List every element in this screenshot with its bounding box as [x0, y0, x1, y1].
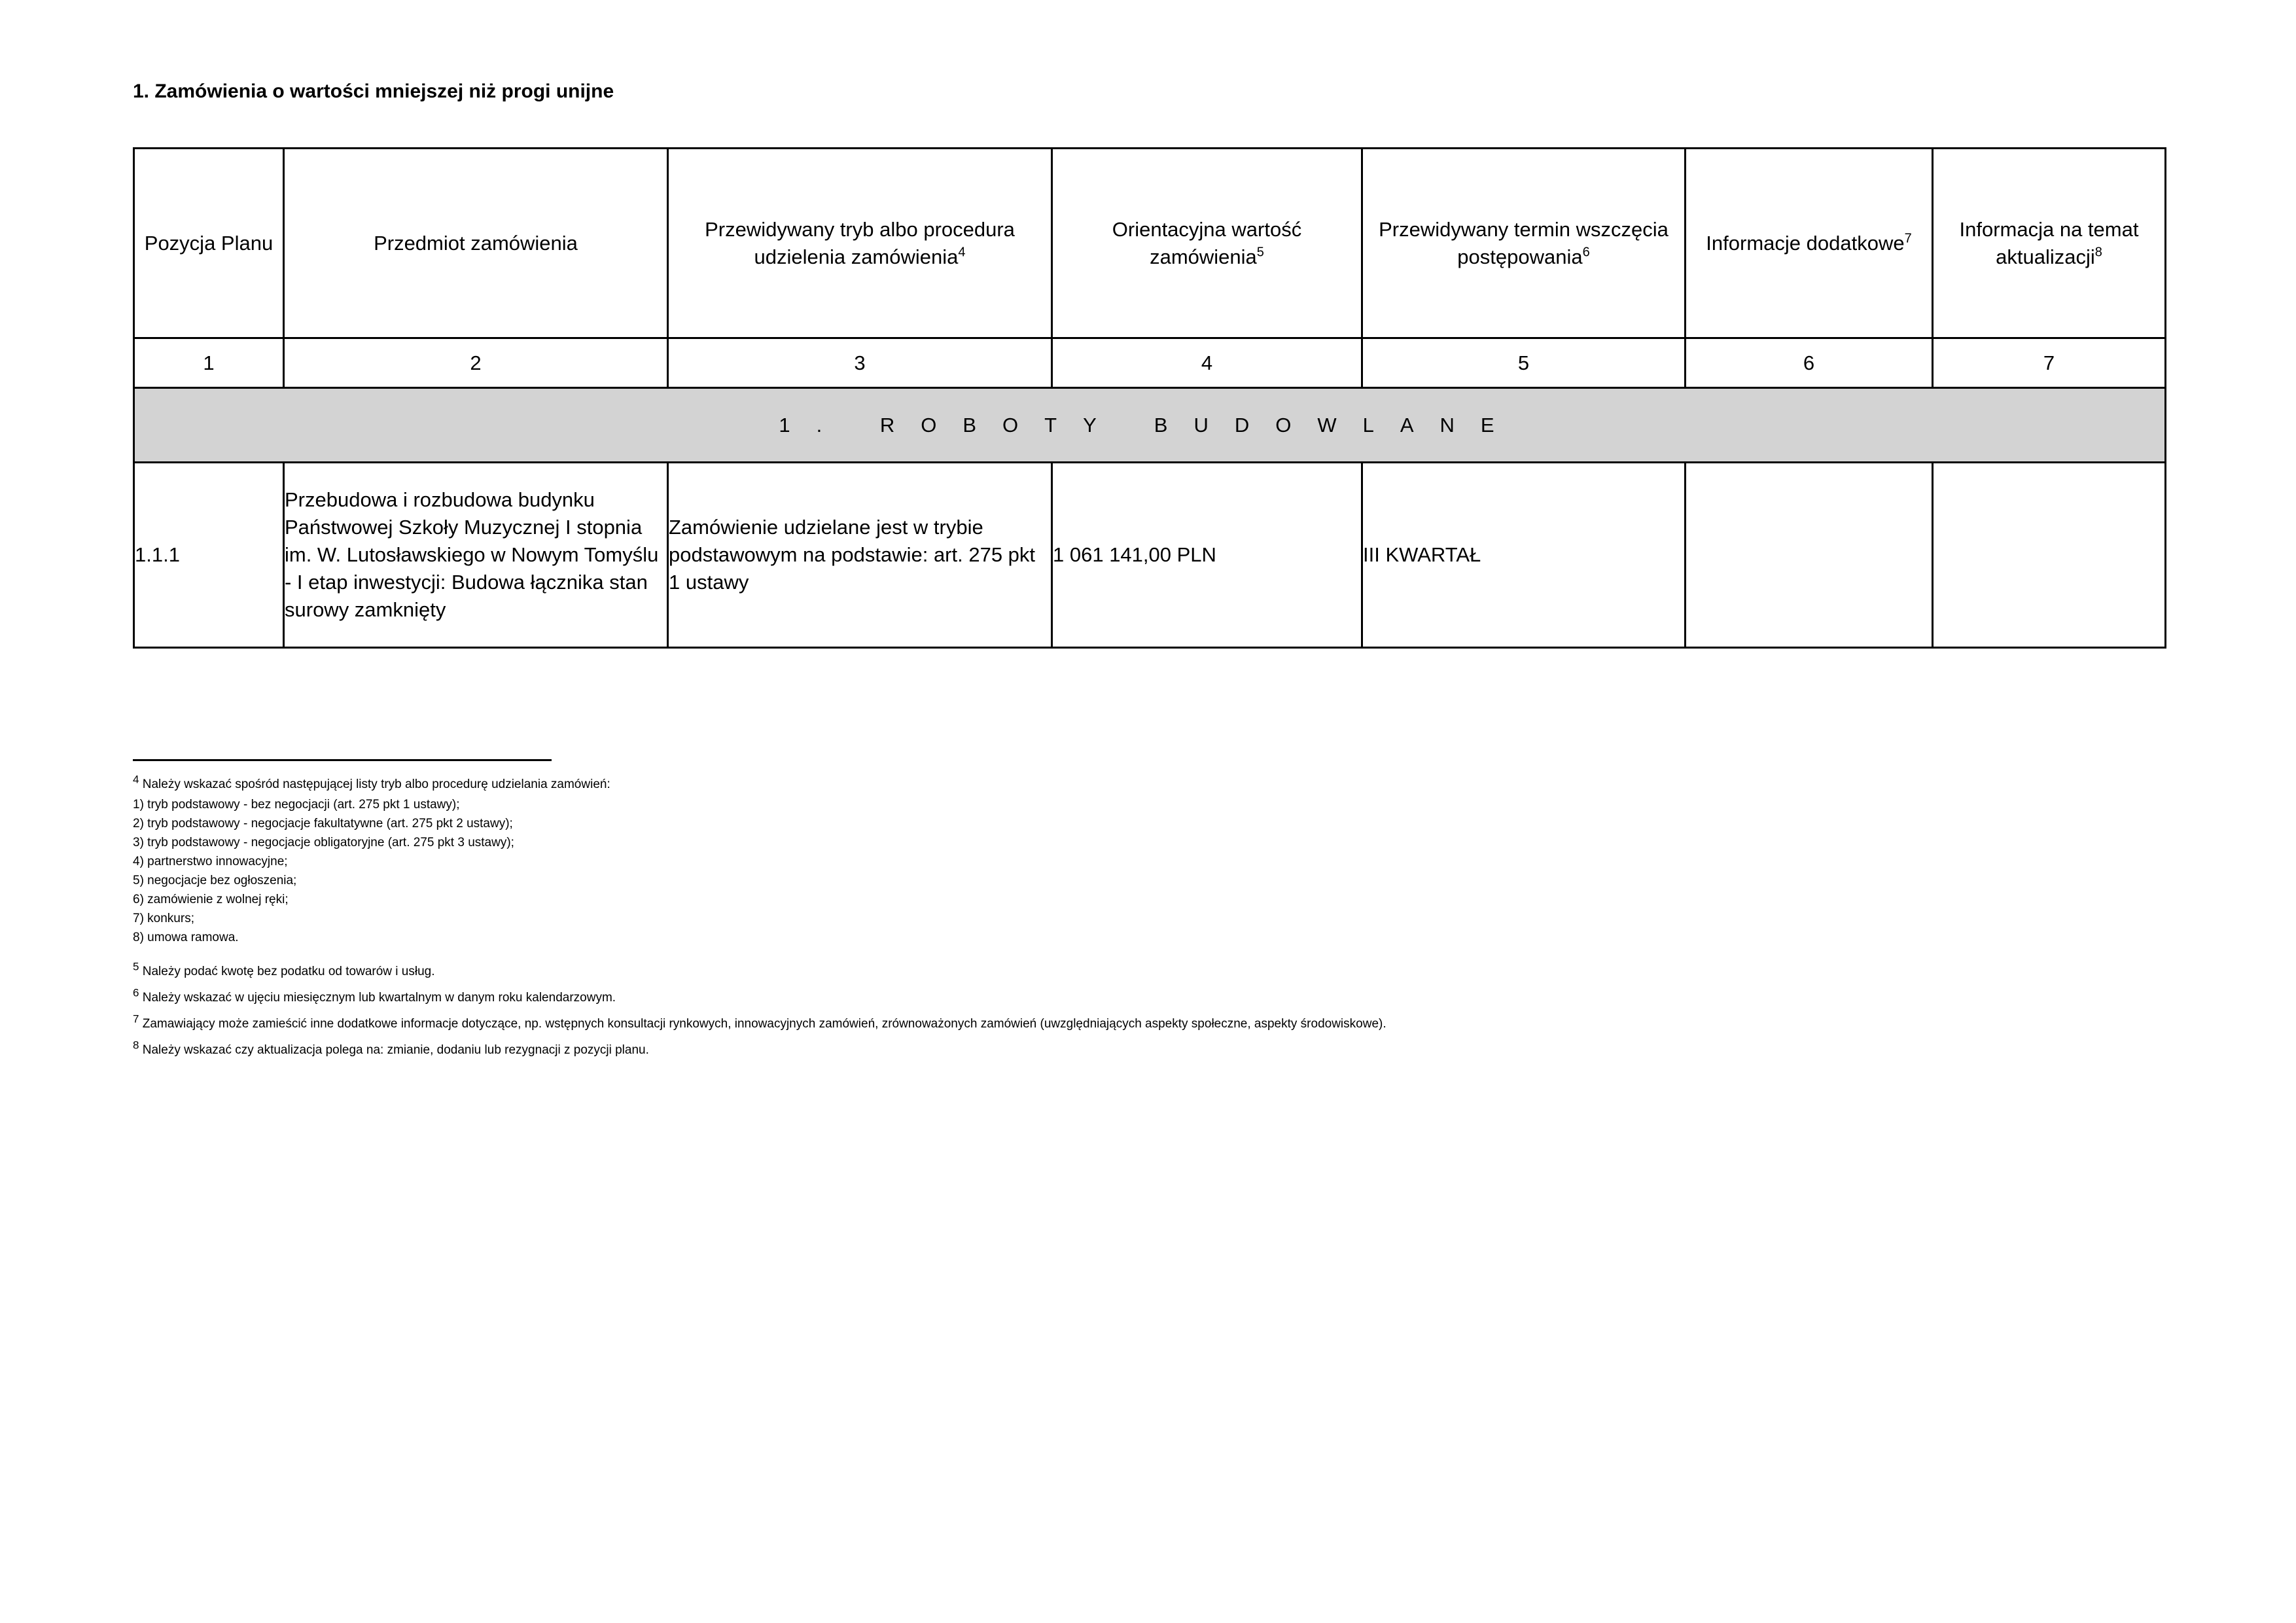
- footnote-separator: [133, 759, 552, 761]
- column-number: 1: [134, 338, 284, 388]
- footnote-7: $^7$ Zamawiający może zamieścić inne dodatkowe informacje dotyczące, np. wstępnych konsultacji rynkowych, innowacyjnych zamówień, zrównoważonych zamówień (uwzględniających aspekty społeczne, aspekty środowiskowe).: [133, 1012, 1386, 1031]
- list-item: 3) tryb podstawowy - negocjacje obligatoryjne (art. 275 pkt 3 ustawy);: [133, 836, 514, 849]
- group-label: 1. ROBOTY BUDOWLANE: [134, 388, 2166, 463]
- list-item: 4) partnerstwo innowacyjne;: [133, 855, 288, 868]
- procedure-list: [133, 795, 2161, 947]
- column-number: 2: [284, 338, 668, 388]
- header-update-info: Informacja na temat aktualizacji$^8$: [1933, 149, 2166, 338]
- list-item: 5) negocjacje bez ogłoszenia;: [133, 874, 297, 887]
- header-subject: Przedmiot zamówienia: [284, 149, 668, 338]
- header-position: Pozycja Planu: [134, 149, 284, 338]
- list-item: 6) zamówienie z wolnej ręki;: [133, 893, 289, 906]
- header-value: Orientacyjna wartość zamówienia$^5$: [1052, 149, 1362, 338]
- column-number: 5: [1362, 338, 1686, 388]
- list-item: 8) umowa ramowa.: [133, 931, 239, 944]
- group-row: [134, 388, 2166, 463]
- cell-additional-info: [1686, 463, 1933, 648]
- cell-procedure: Zamówienie udzielane jest w trybie podstawowym na podstawie: art. 275 pkt 1 ustawy: [668, 463, 1052, 648]
- footnote-6: $^6$ Należy wskazać w ujęciu miesięcznym lub kwartalnym w danym roku kalendarzowym.: [133, 986, 616, 1005]
- footnotes: [133, 775, 2161, 1063]
- cell-position: 1.1.1: [134, 463, 284, 648]
- header-procedure: Przewidywany tryb albo procedura udzielenia zamówienia$^4$: [668, 149, 1052, 338]
- list-item: 1) tryb podstawowy - bez negocjacji (art. 275 pkt 1 ustawy);: [133, 798, 460, 812]
- footnote-5: $^5$ Należy podać kwotę bez podatku od towarów i usług.: [133, 960, 435, 978]
- column-number: 3: [668, 338, 1052, 388]
- footnote-4: $^4$ Należy wskazać spośród następującej listy tryb albo procedurę udzielania zamówień:: [133, 773, 610, 791]
- procurement-plan-table: [133, 147, 2166, 649]
- column-number-row: [134, 338, 2166, 388]
- table-header-row: [134, 149, 2166, 338]
- table-row: [134, 463, 2166, 648]
- column-number: 6: [1686, 338, 1933, 388]
- column-number: 7: [1933, 338, 2166, 388]
- column-number: 4: [1052, 338, 1362, 388]
- footnote-8: $^8$ Należy wskazać czy aktualizacja polega na: zmianie, dodaniu lub rezygnacji z pozycji planu.: [133, 1039, 649, 1057]
- cell-term: III KWARTAŁ: [1362, 463, 1686, 648]
- list-item: 2) tryb podstawowy - negocjacje fakultatywne (art. 275 pkt 2 ustawy);: [133, 817, 513, 830]
- header-term: Przewidywany termin wszczęcia postępowania$^6$: [1362, 149, 1686, 338]
- cell-subject: Przebudowa i rozbudowa budynku Państwowej Szkoły Muzycznej I stopnia im. W. Lutosławskiego w Nowym Tomyślu - I etap inwestycji: Budowa łącznika stan surowy zamknięty: [284, 463, 668, 648]
- header-additional-info: Informacje dodatkowe$^7$: [1686, 149, 1933, 338]
- section-title: 1. Zamówienia o wartości mniejszej niż progi unijne: [133, 80, 614, 102]
- cell-value: 1 061 141,00 PLN: [1052, 463, 1362, 648]
- list-item: 7) konkurs;: [133, 912, 194, 925]
- cell-update-info: [1933, 463, 2166, 648]
